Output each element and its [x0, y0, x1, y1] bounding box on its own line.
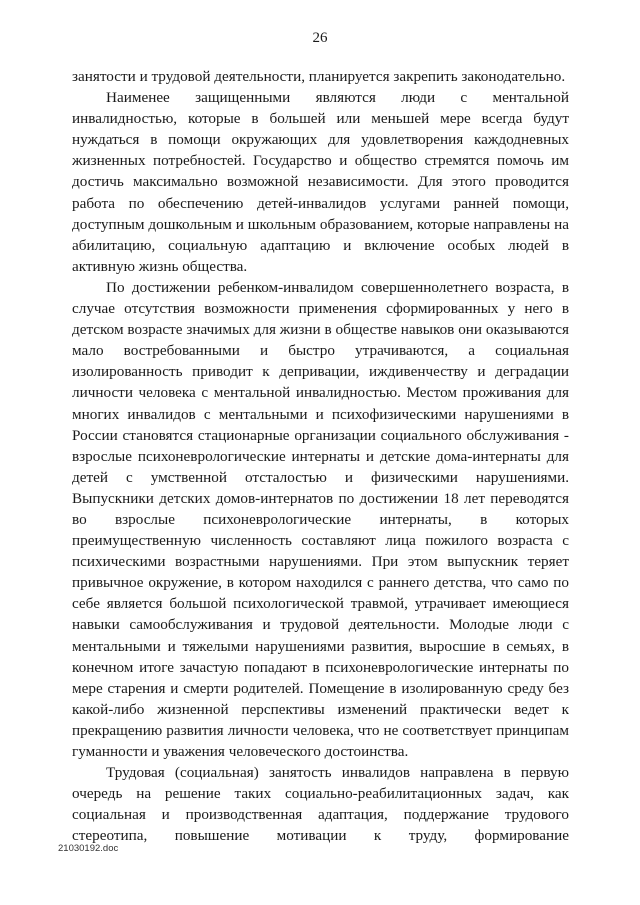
paragraph: Трудовая (социальная) занятость инвалидов направлена в первую очередь на решение таких социально-реабилитационных задач, как социальная и производственная адаптация, поддержание трудового стереотипа, повышение мотивации к труду, формирование [72, 764, 569, 845]
document-body [72, 66, 569, 846]
page-number: 26 [312, 30, 328, 46]
paragraph-continuation: занятости и трудовой деятельности, планируется закрепить законодательно. [72, 68, 566, 85]
paragraph: По достижении ребенком-инвалидом совершеннолетнего возраста, в случае отсутствия возможности применения сформированных у него в детском возрасте значимых для жизни в обществе навыков они оказываются мало востребованными и быстро утрачиваются, а социальная изолированность приводит к депривации, иждивенчеству и деградации личности человека с ментальной инвалидностью. Местом проживания для многих инвалидов с ментальными и психофизическими нарушениями в России становятся стационарные организации социального обслуживания - взрослые психоневрологические интернаты и детские дома-интернаты для детей с умственной отсталостью и физическими нарушениями. Выпускники детских домов-интернатов по достижении 18 лет переводятся во взрослые психоневрологические интернаты, в которых преимущественную численность составляют лица пожилого возраста с психическими возрастными нарушениями. При этом выпускник теряет привычное окружение, в котором находился с раннего детства, что само по себе является большой психологической травмой, утрачивает имеющиеся навыки самообслуживания и трудовой деятельности. Молодые люди с ментальными и тяжелыми нарушениями развития, выросшие в семьях, в конечном итоге зачастую попадают в психоневрологические интернаты по мере старения и смерти родителей. Помещение в изолированную среду без какой-либо жизненной перспективы изменений практически ведет к прекращению развития личности человека, что не соответствует принципам гуманности и уважения человеческого достоинства. [72, 278, 569, 760]
document-filename: 21030192.doc [58, 843, 119, 854]
paragraph: Наименее защищенными являются люди с ментальной инвалидностью, которые в большей или меньшей мере всегда будут нуждаться в помощи окружающих для удовлетворения каждодневных жизненных потребностей. Государство и общество стремятся помочь им достичь максимально возможной независимости. Для этого проводится работа по обеспечению детей-инвалидов услугами ранней помощи, доступным дошкольным и школьным образованием, которые направлены на абилитацию, социальную адаптацию и включение особых людей в активную жизнь общества. [72, 89, 569, 275]
